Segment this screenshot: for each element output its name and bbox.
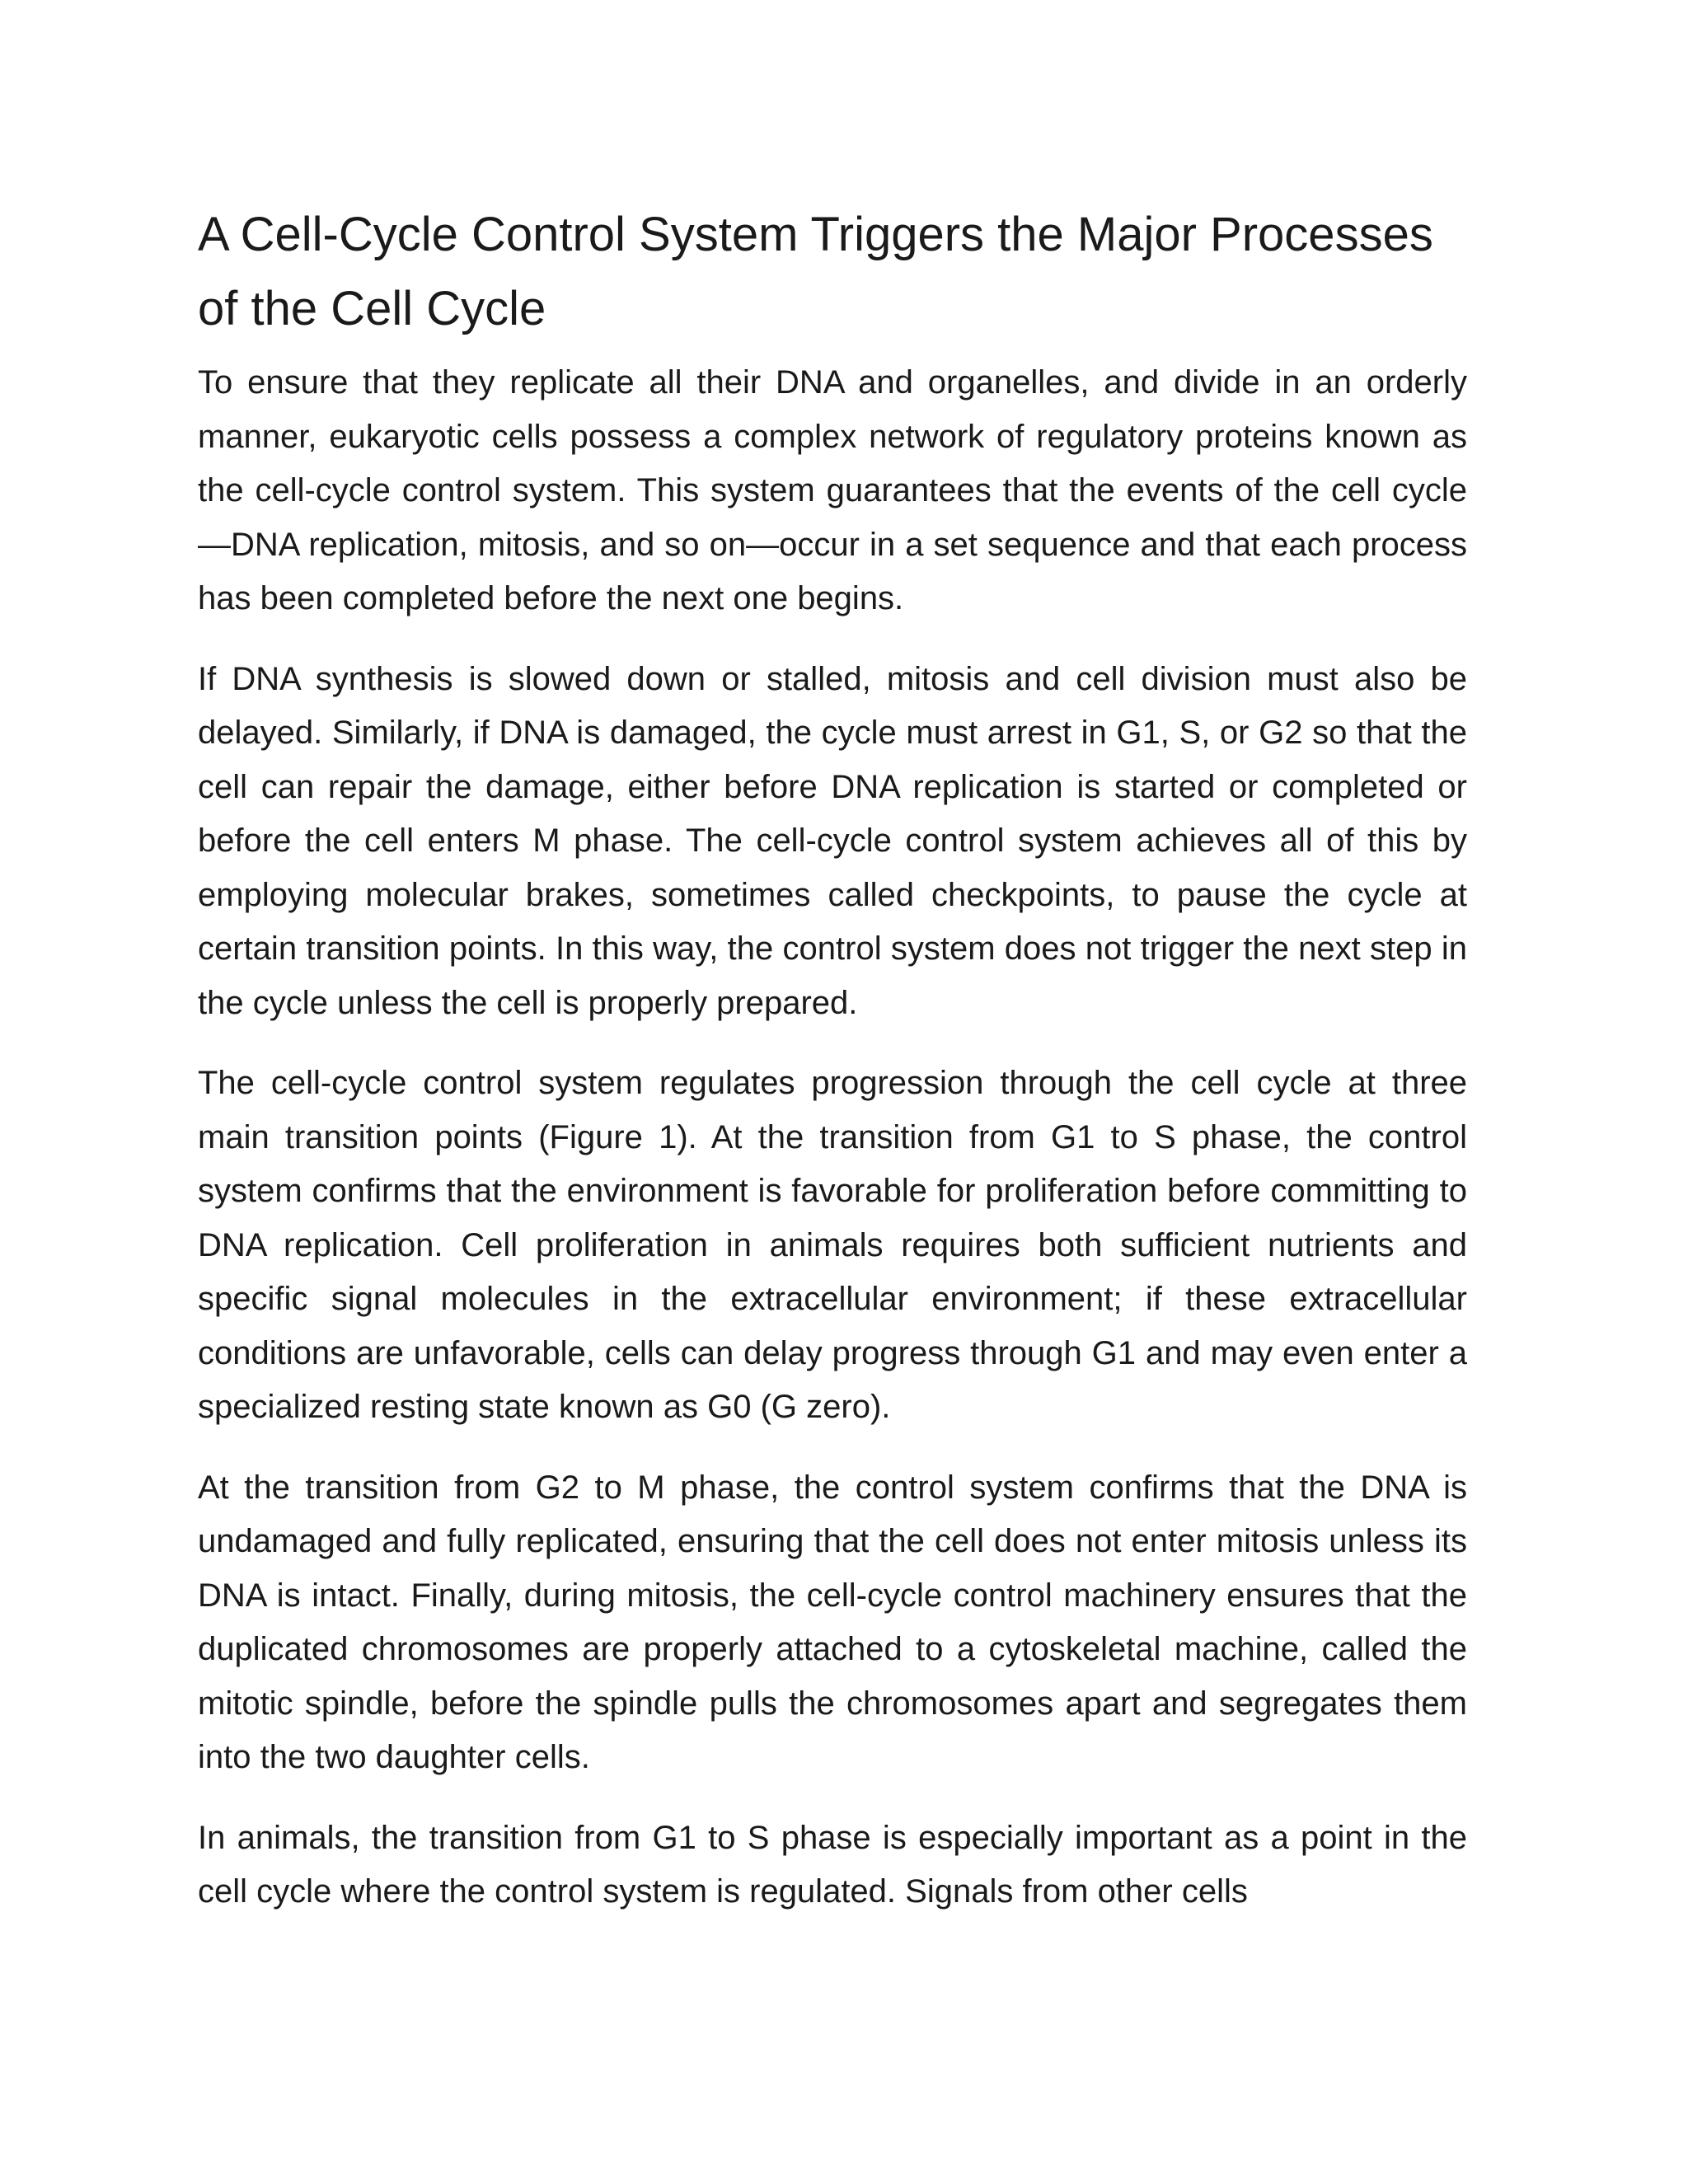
paragraph: The cell-cycle control system regulates progression through the cell cycle at three main transition points (Figure 1). At the transition from G1 to S phase, the control system confirms that the environment is favorable for proliferation before committing to DNA replication. Cell proliferation in animals requires both sufficient nutrients and specific signal molecules in the extracellular environment; if these extracellular conditions are unfavorable, cells can delay progress through G1 and may even enter a specialized resting state known as G0 (G zero).: [198, 1065, 1467, 1425]
paragraph: At the transition from G2 to M phase, the control system confirms that the DNA is undamaged and fully replicated, ensuring that the cell does not enter mitosis unless its DNA is intact. Finally, during mitosis, the cell-cycle control machinery ensures that the duplicated chromosomes are properly attached to a cytoskeletal machine, called the mitotic spindle, before the spindle pulls the chromosomes apart and segregates them into the two daughter cells.: [198, 1469, 1467, 1775]
paragraph: In animals, the transition from G1 to S phase is especially important as a point in the cell cycle where the control system is regulated. Signals from other cells: [198, 1819, 1467, 1910]
paragraph: If DNA synthesis is slowed down or stalled, mitosis and cell division must also be delayed. Similarly, if DNA is damaged, the cycle must arrest in G1, S, or G2 so that the cell can repair the damage, either before DNA replication is started or completed or before the cell enters M phase. The cell-cycle control system achieves all of this by employing molecular brakes, sometimes called checkpoints, to pause the cycle at certain transition points. In this way, the control system does not trigger the next step in the cycle unless the cell is properly prepared.: [198, 660, 1467, 1021]
paragraph: To ensure that they replicate all their DNA and organelles, and divide in an orderly manner, eukaryotic cells possess a complex network of regulatory proteins known as the cell-cycle control system. This system guarantees that the events of the cell cycle—DNA replication, mitosis, and so on—occur in a set sequence and that each process has been completed before the next one begins.: [198, 364, 1467, 616]
document-body: [198, 198, 1467, 1946]
document-title: A Cell-Cycle Control System Triggers the Major Processes of the Cell Cycle: [198, 208, 1433, 335]
